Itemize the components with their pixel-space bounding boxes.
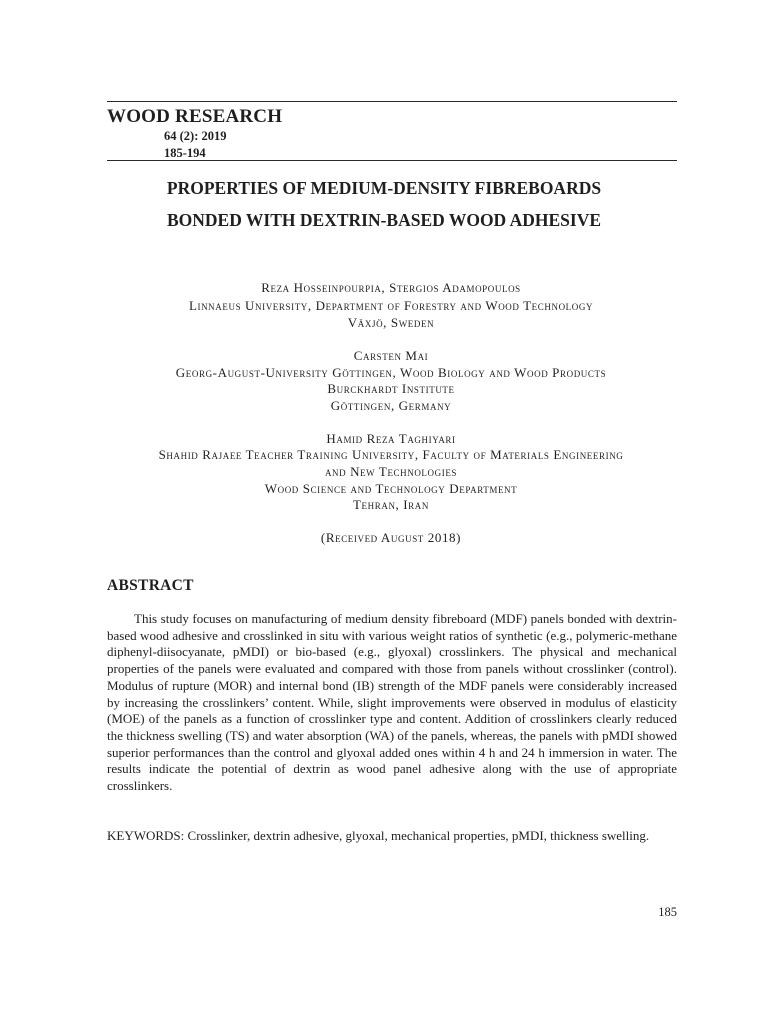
affiliation-group-2: Georg-August-University Göttingen, Wood Biology and Wood Products [175,365,607,380]
department-group-3: Wood Science and Technology Department [264,481,518,496]
location-group-1: Växjö, Sweden [347,315,435,330]
journal-pages: 185-194 [164,146,206,160]
journal-name: WOOD RESEARCH [107,106,283,127]
header-bottom-rule [107,160,677,161]
header-top-rule [107,101,677,102]
abstract-heading: ABSTRACT [107,577,194,594]
journal-issue: 64 (2): 2019 [164,129,227,143]
abstract-text: This study focuses on manufacturing of medium density fibreboard (MDF) panels bonded with dextrin-based wood adhesive and crosslinked in situ with various weight ratios of synthetic (e.g., polymeric-methane diphenyl-diisocyanate, pMDI) or bio-based (e.g., glyoxal) crosslinkers. The physical and mechanical properties of the panels were evaluated and compared with those from panels without crosslinker (control). Modulus of rupture (MOR) and internal bond (IB) strength of the MDF panels were considerably increased by increasing the crosslinkers’ content. While, slight improvements were observed in modulus of elasticity (MOE) of the panels as a function of crosslinker type and content. Addition of crosslinkers clearly reduced the thickness swelling (TS) and water absorption (WA) of the panels, whereas, the panels with pMDI showed superior performances than the control and glyoxal added ones within 4 h and 24 h immersion in water. The results indicate the potential of dextrin as wood panel adhesive along with the use of appropriate crosslinkers. [107,611,677,794]
location-group-2: Göttingen, Germany [330,398,452,413]
affiliation-group-3-line-2: and New Technologies [324,464,458,479]
authors-group-1: Reza Hosseinpourpia, Stergios Adamopoulos [261,280,521,295]
received-date: (Received August 2018) [320,530,462,545]
affiliation-group-1: Linnaeus University, Department of Forestry and Wood Technology [188,298,594,313]
affiliation-group-3-line-1: Shahid Rajaee Teacher Training University, Faculty of Materials Engineering [158,447,624,462]
page-number: 185 [658,905,677,919]
article-title-line-1: PROPERTIES OF MEDIUM-DENSITY FIBREBOARDS [166,178,602,198]
author-group-2: Carsten Mai [353,348,429,363]
keywords: KEYWORDS: Crosslinker, dextrin adhesive, glyoxal, mechanical properties, pMDI, thickness swelling. [107,828,650,843]
location-group-3: Tehran, Iran [353,497,429,512]
article-title-line-2: BONDED WITH DEXTRIN-BASED WOOD ADHESIVE [166,210,602,230]
institute-group-2: Burckhardt Institute [327,381,455,396]
author-group-3: Hamid Reza Taghiyari [326,431,456,446]
